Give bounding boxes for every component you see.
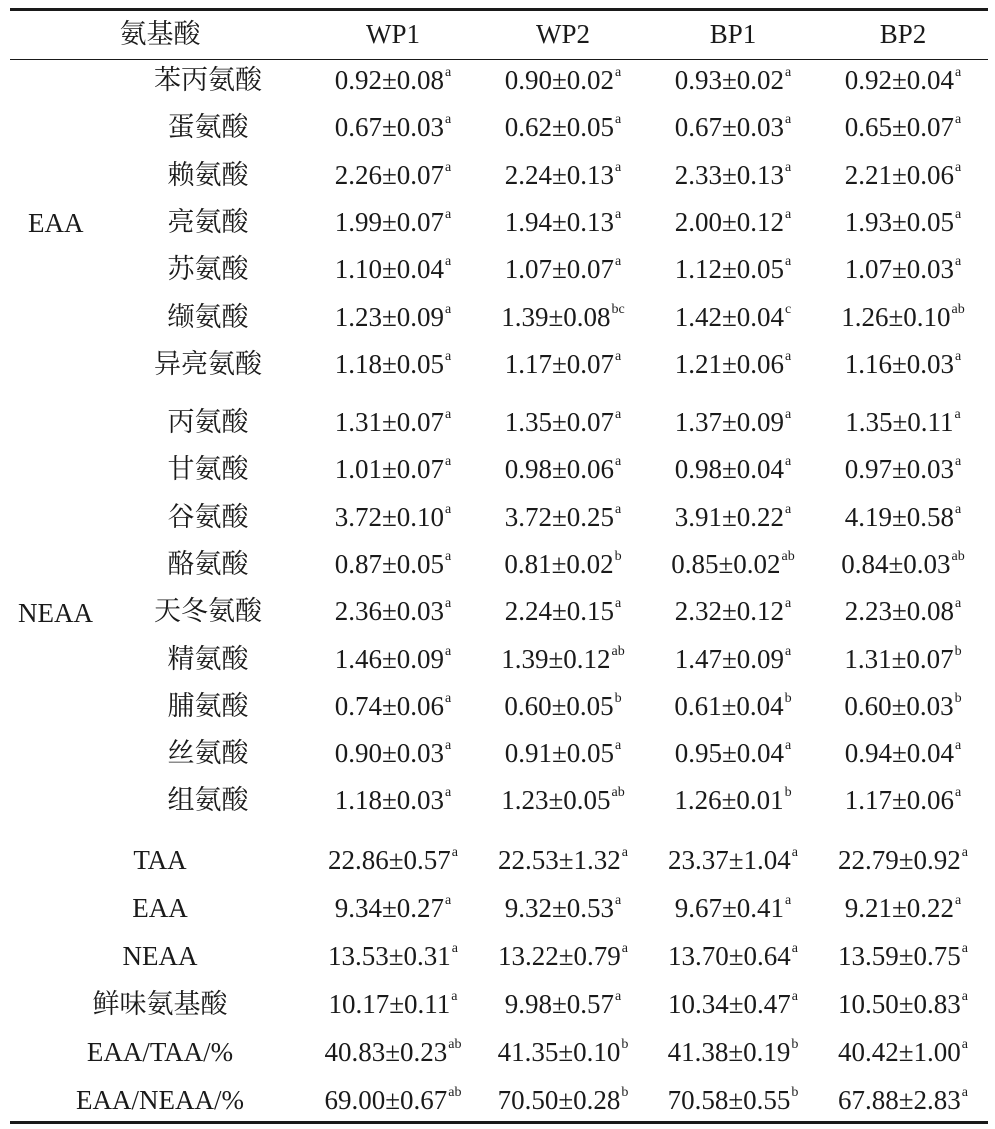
significance-letter: a: [445, 407, 452, 422]
significance-letter: a: [785, 206, 792, 222]
cell-value: 0.60±0.05: [504, 690, 614, 721]
table-cell: [505, 111, 622, 149]
table-cell: [501, 784, 625, 822]
row-name: 谷氨酸: [167, 501, 249, 532]
significance-letter: a: [785, 501, 792, 517]
cell-value: 0.90±0.02: [504, 65, 615, 95]
table-cell: [845, 348, 962, 386]
significance-letter: a: [615, 738, 622, 754]
cell-value: 1.17±0.07: [504, 348, 615, 379]
table-cell: [668, 1084, 799, 1122]
cell-value: 13.59±0.75: [837, 941, 961, 971]
significance-letter: a: [955, 454, 962, 470]
table-cell: [674, 784, 791, 822]
significance-letter: ab: [448, 1085, 462, 1100]
significance-letter: a: [451, 941, 459, 956]
significance-letter: a: [955, 785, 962, 801]
table-cell: [335, 206, 452, 244]
cell-value: 0.90±0.03: [334, 738, 445, 769]
cell-value: 1.37±0.09: [674, 407, 785, 437]
cell-value: 0.62±0.05: [504, 112, 615, 143]
table-cell: [335, 453, 452, 491]
significance-letter: a: [615, 348, 622, 364]
significance-letter: a: [785, 159, 792, 175]
table-cell: [335, 501, 452, 539]
header-col-bp2: BP2: [879, 19, 927, 49]
cell-value: 1.39±0.08: [501, 301, 611, 332]
table-cell: [845, 159, 962, 197]
significance-letter: a: [955, 596, 962, 612]
cell-value: 1.18±0.05: [334, 348, 445, 379]
cell-value: 40.42±1.00: [837, 1037, 961, 1067]
table-cell: [328, 940, 458, 978]
cell-value: 22.86±0.57: [327, 845, 451, 875]
table-cell: [841, 301, 965, 339]
cell-value: 2.33±0.13: [674, 159, 785, 190]
table-cell: [505, 453, 622, 491]
table-cell: [668, 844, 798, 882]
table-cell: [505, 406, 622, 444]
significance-letter: bc: [611, 301, 625, 317]
table-cell: [501, 301, 625, 339]
table-cell: [845, 453, 962, 491]
table-cell: [668, 1036, 799, 1074]
cell-value: 13.22±0.79: [497, 941, 621, 971]
significance-letter: b: [954, 643, 962, 659]
table-cell: [498, 844, 628, 882]
table-cell: [505, 501, 622, 539]
significance-letter: ab: [611, 643, 625, 659]
cell-value: 2.24±0.13: [504, 159, 615, 190]
table-cell: [845, 206, 962, 244]
row-name: 缬氨酸: [167, 301, 249, 332]
significance-letter: a: [955, 893, 962, 908]
cell-value: 13.70±0.64: [667, 941, 791, 971]
cell-value: 0.98±0.06: [504, 454, 615, 485]
significance-letter: a: [445, 643, 452, 659]
cell-value: 9.34±0.27: [334, 893, 445, 923]
significance-letter: a: [955, 501, 962, 517]
table-cell: [324, 1084, 461, 1122]
cell-value: 70.58±0.55: [667, 1085, 791, 1115]
table-cell: [668, 940, 798, 978]
significance-letter: a: [445, 65, 452, 80]
table-cell: [845, 406, 961, 444]
significance-letter: ab: [448, 1037, 462, 1052]
cell-value: 1.23±0.09: [334, 301, 445, 332]
cell-value: 1.42±0.04: [674, 301, 785, 332]
cell-value: 0.92±0.08: [334, 65, 445, 95]
significance-letter: a: [445, 738, 452, 754]
cell-value: 0.61±0.04: [674, 690, 784, 721]
table-cell: [328, 988, 457, 1026]
cell-value: 1.31±0.07: [844, 643, 954, 674]
header-amino-acid: 氨基酸: [119, 19, 201, 49]
table-cell: [838, 1084, 968, 1122]
table-cell: [335, 690, 452, 728]
significance-letter: a: [445, 501, 452, 517]
significance-letter: a: [961, 1085, 969, 1100]
cell-value: 10.50±0.83: [837, 989, 961, 1019]
table-cell: [675, 501, 792, 539]
table-cell: [498, 940, 628, 978]
top-rule: [10, 8, 988, 11]
significance-letter: a: [785, 454, 792, 470]
cell-value: 9.21±0.22: [844, 893, 955, 923]
table-cell: [675, 406, 792, 444]
row-name: NEAA: [122, 941, 198, 971]
table-cell: [328, 844, 458, 882]
cell-value: 22.53±1.32: [497, 845, 621, 875]
cell-value: 2.36±0.03: [334, 596, 445, 627]
cell-value: 70.50±0.28: [497, 1085, 621, 1115]
group-label-eaa: EAA: [28, 208, 84, 238]
table-cell: [671, 548, 795, 586]
cell-value: 1.17±0.06: [844, 785, 955, 816]
cell-value: 10.17±0.11: [328, 989, 451, 1019]
header-col-bp1: BP1: [709, 19, 757, 49]
cell-value: 23.37±1.04: [667, 845, 791, 875]
table-cell: [335, 348, 452, 386]
table-cell: [675, 111, 792, 149]
significance-letter: a: [615, 407, 622, 422]
cell-value: 0.92±0.04: [844, 65, 955, 95]
table-cell: [675, 301, 792, 339]
table-cell: [335, 301, 452, 339]
table-cell: [335, 253, 452, 291]
cell-value: 1.26±0.01: [674, 785, 784, 816]
table-cell: [838, 1036, 968, 1074]
cell-value: 1.07±0.07: [504, 254, 615, 285]
row-name: 精氨酸: [167, 643, 249, 674]
cell-value: 1.12±0.05: [674, 254, 785, 285]
header-rule: [10, 59, 988, 60]
cell-value: 1.10±0.04: [334, 254, 445, 285]
cell-value: 2.32±0.12: [674, 596, 785, 627]
significance-letter: a: [615, 159, 622, 175]
table-cell: [335, 784, 452, 822]
cell-value: 9.67±0.41: [674, 893, 785, 923]
row-name: TAA: [133, 845, 187, 875]
table-cell: [845, 595, 962, 633]
table-cell: [675, 595, 792, 633]
cell-value: 4.19±0.58: [844, 501, 955, 532]
table-cell: [675, 253, 792, 291]
cell-value: 2.24±0.15: [504, 596, 615, 627]
cell-value: 1.47±0.09: [674, 643, 785, 674]
table-cell: [335, 111, 452, 149]
cell-value: 40.83±0.23: [324, 1037, 448, 1067]
table-cell: [505, 988, 622, 1026]
significance-letter: b: [791, 1085, 799, 1100]
cell-value: 1.35±0.07: [504, 407, 615, 437]
significance-letter: a: [615, 65, 622, 80]
cell-value: 2.26±0.07: [334, 159, 445, 190]
table-cell: [845, 501, 962, 539]
cell-value: 0.91±0.05: [504, 738, 615, 769]
cell-value: 2.00±0.12: [674, 206, 785, 237]
table-cell: [675, 737, 792, 775]
significance-letter: a: [785, 407, 792, 422]
row-name: 脯氨酸: [167, 690, 249, 721]
table-cell: [335, 737, 452, 775]
significance-letter: ab: [951, 301, 965, 317]
table-cell: [844, 643, 961, 681]
row-name: 组氨酸: [167, 785, 249, 816]
table-cell: [674, 690, 791, 728]
table-cell: [501, 643, 625, 681]
significance-letter: a: [785, 893, 792, 908]
significance-letter: a: [791, 941, 799, 956]
significance-letter: a: [785, 254, 792, 270]
cell-value: 3.91±0.22: [674, 501, 785, 532]
header-col-wp1: WP1: [366, 19, 420, 49]
cell-value: 22.79±0.92: [837, 845, 961, 875]
table-cell: [505, 892, 622, 930]
significance-letter: a: [785, 643, 792, 659]
cell-value: 1.23±0.05: [501, 785, 611, 816]
row-name: 酪氨酸: [167, 548, 249, 579]
row-name: 蛋氨酸: [167, 112, 249, 143]
significance-letter: a: [615, 254, 622, 270]
table-cell: [838, 988, 968, 1026]
significance-letter: a: [451, 845, 459, 860]
significance-letter: a: [961, 845, 969, 860]
significance-letter: a: [615, 454, 622, 470]
significance-letter: b: [791, 1037, 799, 1052]
significance-letter: a: [445, 548, 452, 564]
row-name: 丝氨酸: [167, 738, 249, 769]
significance-letter: ab: [951, 548, 965, 564]
cell-value: 1.39±0.12: [501, 643, 611, 674]
cell-value: 1.26±0.10: [841, 301, 951, 332]
cell-value: 0.60±0.03: [844, 690, 954, 721]
table-cell: [845, 111, 962, 149]
table-cell: [675, 64, 792, 102]
significance-letter: a: [961, 1037, 969, 1052]
significance-letter: a: [955, 65, 962, 80]
significance-letter: b: [614, 548, 622, 564]
cell-value: 2.21±0.06: [844, 159, 955, 190]
significance-letter: c: [785, 301, 792, 317]
cell-value: 41.38±0.19: [667, 1037, 791, 1067]
significance-letter: b: [621, 1037, 629, 1052]
cell-value: 0.65±0.07: [844, 112, 955, 143]
cell-value: 41.35±0.10: [497, 1037, 621, 1067]
cell-value: 69.00±0.67: [324, 1085, 448, 1115]
cell-value: 9.32±0.53: [504, 893, 615, 923]
cell-value: 1.07±0.03: [844, 254, 955, 285]
row-name: EAA/TAA/%: [86, 1037, 234, 1067]
significance-letter: b: [784, 785, 792, 801]
significance-letter: a: [445, 785, 452, 801]
significance-letter: a: [615, 112, 622, 128]
table-cell: [675, 892, 792, 930]
cell-value: 1.01±0.07: [334, 454, 445, 485]
significance-letter: a: [445, 348, 452, 364]
table-cell: [841, 548, 965, 586]
significance-letter: a: [961, 941, 969, 956]
significance-letter: a: [961, 989, 969, 1004]
table-cell: [505, 253, 622, 291]
cell-value: 2.23±0.08: [844, 596, 955, 627]
significance-letter: a: [615, 206, 622, 222]
cell-value: 1.21±0.06: [674, 348, 785, 379]
significance-letter: a: [955, 112, 962, 128]
significance-letter: a: [451, 989, 458, 1004]
significance-letter: a: [615, 501, 622, 517]
table-cell: [505, 159, 622, 197]
cell-value: 0.67±0.03: [334, 112, 445, 143]
significance-letter: a: [785, 348, 792, 364]
table-cell: [668, 988, 798, 1026]
significance-letter: b: [784, 690, 792, 706]
cell-value: 1.94±0.13: [504, 206, 615, 237]
table-cell: [505, 348, 622, 386]
row-name: 甘氨酸: [167, 454, 249, 485]
table-cell: [675, 206, 792, 244]
significance-letter: ab: [611, 785, 625, 801]
significance-letter: a: [785, 596, 792, 612]
table-cell: [504, 548, 621, 586]
header-col-wp2: WP2: [536, 19, 590, 49]
cell-value: 0.95±0.04: [674, 738, 785, 769]
cell-value: 1.31±0.07: [334, 407, 445, 437]
table-cell: [505, 595, 622, 633]
significance-letter: a: [785, 65, 792, 80]
table-cell: [335, 892, 452, 930]
significance-letter: b: [614, 690, 622, 706]
significance-letter: a: [445, 454, 452, 470]
table-cell: [335, 595, 452, 633]
table-cell: [845, 253, 962, 291]
significance-letter: a: [621, 941, 629, 956]
cell-value: 0.93±0.02: [674, 65, 785, 95]
cell-value: 0.97±0.03: [844, 454, 955, 485]
table-cell: [838, 940, 968, 978]
table-cell: [505, 737, 622, 775]
table-cell: [675, 643, 792, 681]
significance-letter: a: [445, 254, 452, 270]
cell-value: 0.85±0.02: [671, 548, 781, 579]
significance-letter: a: [615, 893, 622, 908]
cell-value: 1.93±0.05: [844, 206, 955, 237]
significance-letter: a: [791, 989, 799, 1004]
row-name: 鲜味氨基酸: [92, 989, 228, 1019]
significance-letter: a: [615, 989, 622, 1004]
table-cell: [335, 406, 452, 444]
table-cell: [838, 844, 968, 882]
table-cell: [335, 548, 452, 586]
cell-value: 9.98±0.57: [504, 989, 615, 1019]
table-cell: [498, 1084, 629, 1122]
significance-letter: a: [955, 159, 962, 175]
significance-letter: a: [445, 112, 452, 128]
cell-value: 1.46±0.09: [334, 643, 445, 674]
row-name: EAA/NEAA/%: [76, 1085, 244, 1115]
cell-value: 3.72±0.25: [504, 501, 615, 532]
group-label-neaa: NEAA: [18, 598, 93, 628]
significance-letter: a: [955, 206, 962, 222]
table-cell: [845, 737, 962, 775]
significance-letter: a: [445, 206, 452, 222]
significance-letter: a: [785, 112, 792, 128]
cell-value: 1.18±0.03: [334, 785, 445, 816]
cell-value: 0.74±0.06: [334, 690, 445, 721]
row-name: 苏氨酸: [167, 254, 249, 285]
cell-value: 10.34±0.47: [667, 989, 791, 1019]
table-cell: [335, 643, 452, 681]
cell-value: 1.16±0.03: [844, 348, 955, 379]
table-cell: [845, 64, 962, 102]
cell-value: 0.67±0.03: [674, 112, 785, 143]
significance-letter: a: [445, 301, 452, 317]
row-name: 天冬氨酸: [154, 596, 262, 627]
table-cell: [504, 690, 621, 728]
row-name: 丙氨酸: [167, 407, 249, 437]
significance-letter: a: [955, 738, 962, 754]
table-cell: [505, 206, 622, 244]
cell-value: 1.35±0.11: [845, 407, 954, 437]
significance-letter: a: [615, 596, 622, 612]
row-name: EAA: [132, 893, 188, 923]
row-name: 苯丙氨酸: [154, 65, 262, 95]
table-cell: [844, 690, 961, 728]
table-cell: [675, 453, 792, 491]
row-name: 赖氨酸: [167, 159, 249, 190]
table-cell: [498, 1036, 629, 1074]
significance-letter: a: [445, 690, 452, 706]
cell-value: 67.88±2.83: [837, 1085, 961, 1115]
cell-value: 0.87±0.05: [334, 548, 445, 579]
table-cell: [324, 1036, 461, 1074]
cell-value: 1.99±0.07: [334, 206, 445, 237]
cell-value: 0.81±0.02: [504, 548, 614, 579]
significance-letter: a: [955, 348, 962, 364]
cell-value: 0.94±0.04: [844, 738, 955, 769]
cell-value: 13.53±0.31: [327, 941, 451, 971]
table-cell: [335, 64, 452, 102]
table-cell: [505, 64, 622, 102]
row-name: 亮氨酸: [167, 206, 249, 237]
row-name: 异亮氨酸: [154, 348, 262, 379]
table-cell: [335, 159, 452, 197]
significance-letter: b: [621, 1085, 629, 1100]
significance-letter: a: [445, 893, 452, 908]
table-cell: [845, 892, 962, 930]
cell-value: 3.72±0.10: [334, 501, 445, 532]
significance-letter: a: [954, 407, 961, 422]
cell-value: 0.84±0.03: [841, 548, 951, 579]
significance-letter: a: [955, 254, 962, 270]
significance-letter: a: [785, 738, 792, 754]
significance-letter: a: [445, 596, 452, 612]
significance-letter: a: [445, 159, 452, 175]
significance-letter: a: [621, 845, 629, 860]
significance-letter: ab: [781, 548, 795, 564]
cell-value: 0.98±0.04: [674, 454, 785, 485]
table-cell: [675, 348, 792, 386]
significance-letter: a: [791, 845, 799, 860]
table-cell: [675, 159, 792, 197]
significance-letter: b: [954, 690, 962, 706]
table-cell: [845, 784, 962, 822]
